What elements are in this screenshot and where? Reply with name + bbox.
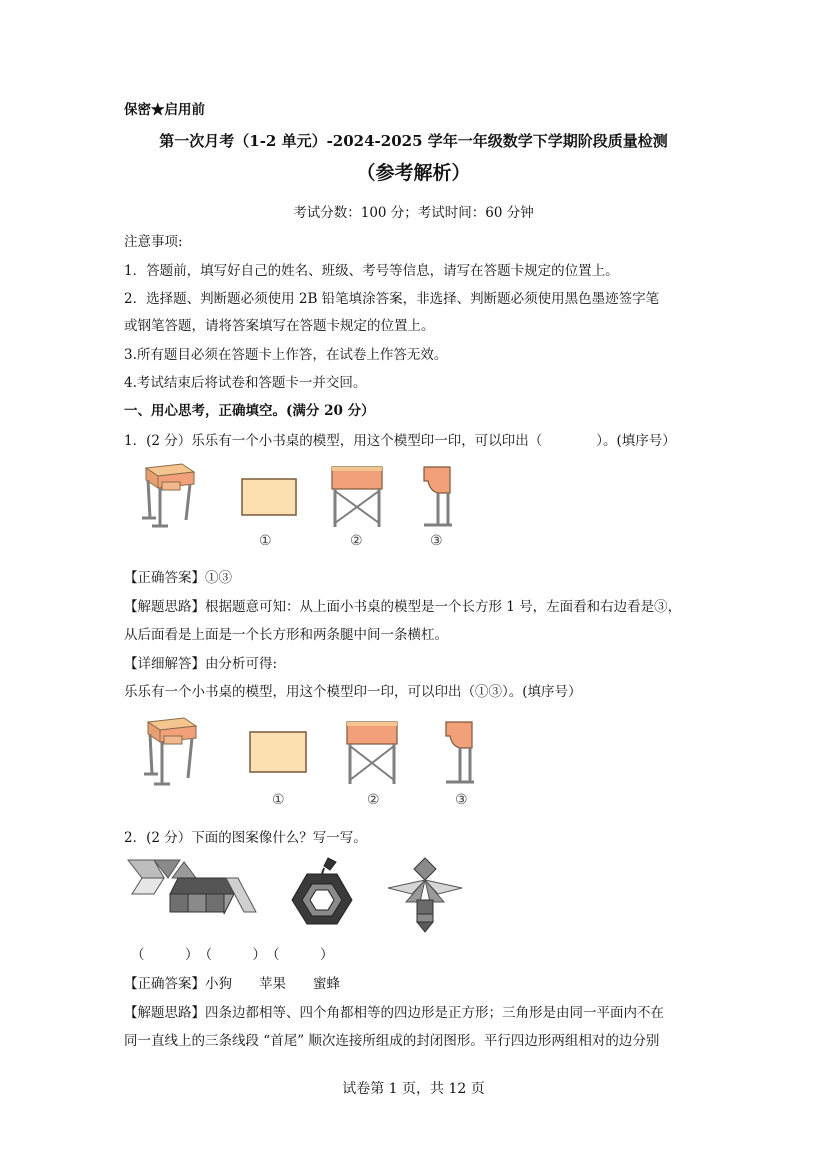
note-item: 2．选择题、判断题必须使用 2B 铅笔填涂答案，非选择、判断题必须使用黑色墨迹签字笔: [124, 291, 660, 307]
q1-analysis: 【解题思路】根据题意可知：从上面小书桌的模型是一个长方形 1 号，左面看和右边看是③，: [124, 599, 682, 615]
q1-analysis: 从后面看是上面是一个长方形和两条腿中间一条横杠。: [124, 627, 448, 643]
desk-side-view-figure: [420, 465, 454, 529]
q1-detail-heading: 【详细解答】由分析可得:: [124, 656, 278, 672]
desk-front-view-figure: [330, 465, 384, 529]
note-item: 4.考试结束后将试卷和答题卡一并交回。: [124, 375, 367, 391]
tangram-apple-figure: [290, 856, 354, 926]
question-1: 1．(2 分）乐乐有一个小书桌的模型，用这个模型印一印，可以印出（ ）。(填序号）: [124, 433, 676, 449]
note-item: 或钢笔答题，请将答案填写在答题卡规定的位置上。: [124, 318, 435, 334]
q2-answer: 【正确答案】小狗 苹果 蜜蜂: [124, 976, 340, 992]
rectangle-print-figure: [241, 478, 297, 516]
q2-analysis: 同一直线上的三条线段 “首尾” 顺次连接所组成的封闭图形。平行四边形两组相对的边分别: [124, 1033, 660, 1049]
confidential-label: 保密★启用前: [124, 102, 205, 118]
figure-label-2: ②: [350, 533, 363, 549]
figure-label-2: ②: [367, 792, 380, 808]
desk-front-view-figure: [345, 720, 399, 786]
desk-model-illustration: [138, 462, 200, 530]
exam-title: 第一次月考（1-2 单元）-2024-2025 学年一年级数学下学期阶段质量检测: [159, 132, 668, 150]
q2-answer-blanks: （ ） （ ） （ ）: [131, 947, 334, 963]
exam-subtitle: （参考解析）: [356, 162, 471, 184]
figure-label-3: ③: [430, 533, 443, 549]
rectangle-print-figure: [249, 731, 307, 773]
q2-analysis: 【解题思路】四条边都相等、四个角都相等的四边形是正方形；三角形是由同一平面内不在: [124, 1005, 664, 1021]
figure-label-1: ①: [259, 533, 272, 549]
q1-answer: 【正确答案】①③: [124, 570, 232, 586]
note-item: 3.所有题目必须在答题卡上作答，在试卷上作答无效。: [124, 347, 448, 363]
desk-side-view-figure: [442, 720, 476, 786]
question-2: 2．(2 分）下面的图案像什么？写一写。: [124, 830, 367, 846]
section-heading: 一、用心思考，正确填空。(满分 20 分）: [124, 403, 375, 419]
notes-heading: 注意事项:: [124, 234, 183, 250]
page-footer: 试卷第 1 页，共 12 页: [342, 1081, 485, 1097]
q1-detail-text: 乐乐有一个小书桌的模型，用这个模型印一印，可以印出（①③）。(填序号）: [124, 684, 582, 700]
desk-model-illustration: [140, 716, 202, 788]
exam-info: 考试分数：100 分；考试时间：60 分钟: [293, 205, 534, 221]
tangram-dog-figure: [126, 858, 260, 920]
note-item: 1．答题前，填写好自己的姓名、班级、考号等信息，请写在答题卡规定的位置上。: [124, 263, 619, 279]
figure-label-1: ①: [272, 792, 285, 808]
figure-label-3: ③: [455, 792, 468, 808]
tangram-bee-figure: [386, 856, 464, 934]
